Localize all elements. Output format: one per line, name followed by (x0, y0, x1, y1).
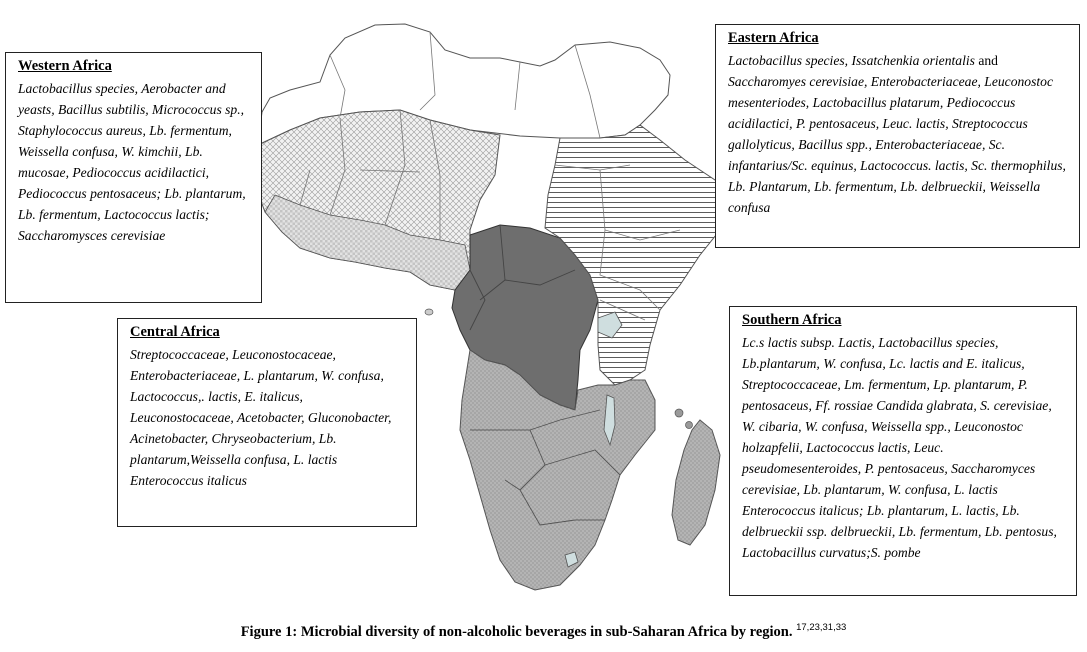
central-africa-title: Central Africa (130, 324, 220, 340)
eastern-text-b: Saccharomyes cerevisiae, Enterobacteriaceae, Leuconostoc mesenteriodes, Lactobacillus platarum, Pediococcus acidilactici, P. pentosaceus, Leuc. lactis, Streptococcus gallolyticus, Bacillus spp., Enterobacteriaceae, Sc. infantarius/Sc. equinus, Lactococcus. lactis, Sc. thermophilus, Lb. Plantarum, Lb. fermentum, Lb. delbrueckii, Weissella confusa (728, 74, 1066, 215)
caption-text: Figure 1: Microbial diversity of non-alcoholic beverages in sub-Saharan Africa by region. (240, 623, 793, 640)
bioko-island (425, 309, 433, 315)
comoros-island-2 (686, 422, 693, 429)
western-africa-box (5, 52, 262, 303)
madagascar (672, 420, 720, 545)
comoros-island (675, 409, 683, 417)
southern-africa-box (729, 306, 1077, 596)
eastern-text-a: Lactobacillus species, Issatchenkia orientalis (728, 53, 975, 68)
southern-africa-microbes: Lc.s lactis subsp. Lactis, Lactobacillus species, Lb.plantarum, W. confusa, Lc. lactis and E. italicus, Streptococcaceae, Lm. fermentum, Lp. plantarum, P. pentosaceus, Ff. rossiae Candida glabrata, S. cerevisiae, W. cibaria, W. confusa, Weissella spp., Leuconostoc holzapfelii, Lactococcus lactis, Leuc. pseudomesenteroides, P. pentosaceus, Saccharomyces cerevisiae, Lb. plantarum, W. confusa, L. lactis Enterococcus italicus; Lb. plantarum, L. lactis, Lb. delbrueckii ssp. delbrueckii, Lb. fermentum, Lb. pentosus, Lactobacillus curvatus;S. pombe (742, 335, 1057, 560)
western-africa-title: Western Africa (18, 58, 112, 74)
eastern-africa-box (715, 24, 1080, 248)
central-africa-box (117, 318, 417, 527)
central-africa-microbes: Streptococcaceae, Leuconostocaceae, Enterobacteriaceae, L. plantarum, W. confusa, Lactococcus,. lactis, E. italicus, Leuconostocaceae, Acetobacter, Gluconobacter, Acinetobacter, Chryseobacterium, Lb. plantarum,Weissella confusa, L. lactis Enterococcus italicus (130, 347, 392, 488)
eastern-africa-microbes (728, 50, 1069, 218)
caption-refs: 17,23,31,33 (796, 622, 847, 633)
eastern-text-and: and (974, 53, 998, 68)
figure-caption (0, 622, 1087, 641)
western-africa-microbes: Lactobacillus species, Aerobacter and yeasts, Bacillus subtilis, Micrococcus sp., Staphylococcus aureus, Lb. fermentum, Weissella confusa, W. kimchii, Lb. mucosae, Pediococcus acidilactici, Pediococcus pentosaceus; Lb. plantarum, Lb. fermentum, Lactococcus lactis; Saccharomysces cerevisiae (18, 81, 246, 243)
southern-africa-title: Southern Africa (742, 312, 842, 328)
eastern-africa-title: Eastern Africa (728, 30, 819, 46)
